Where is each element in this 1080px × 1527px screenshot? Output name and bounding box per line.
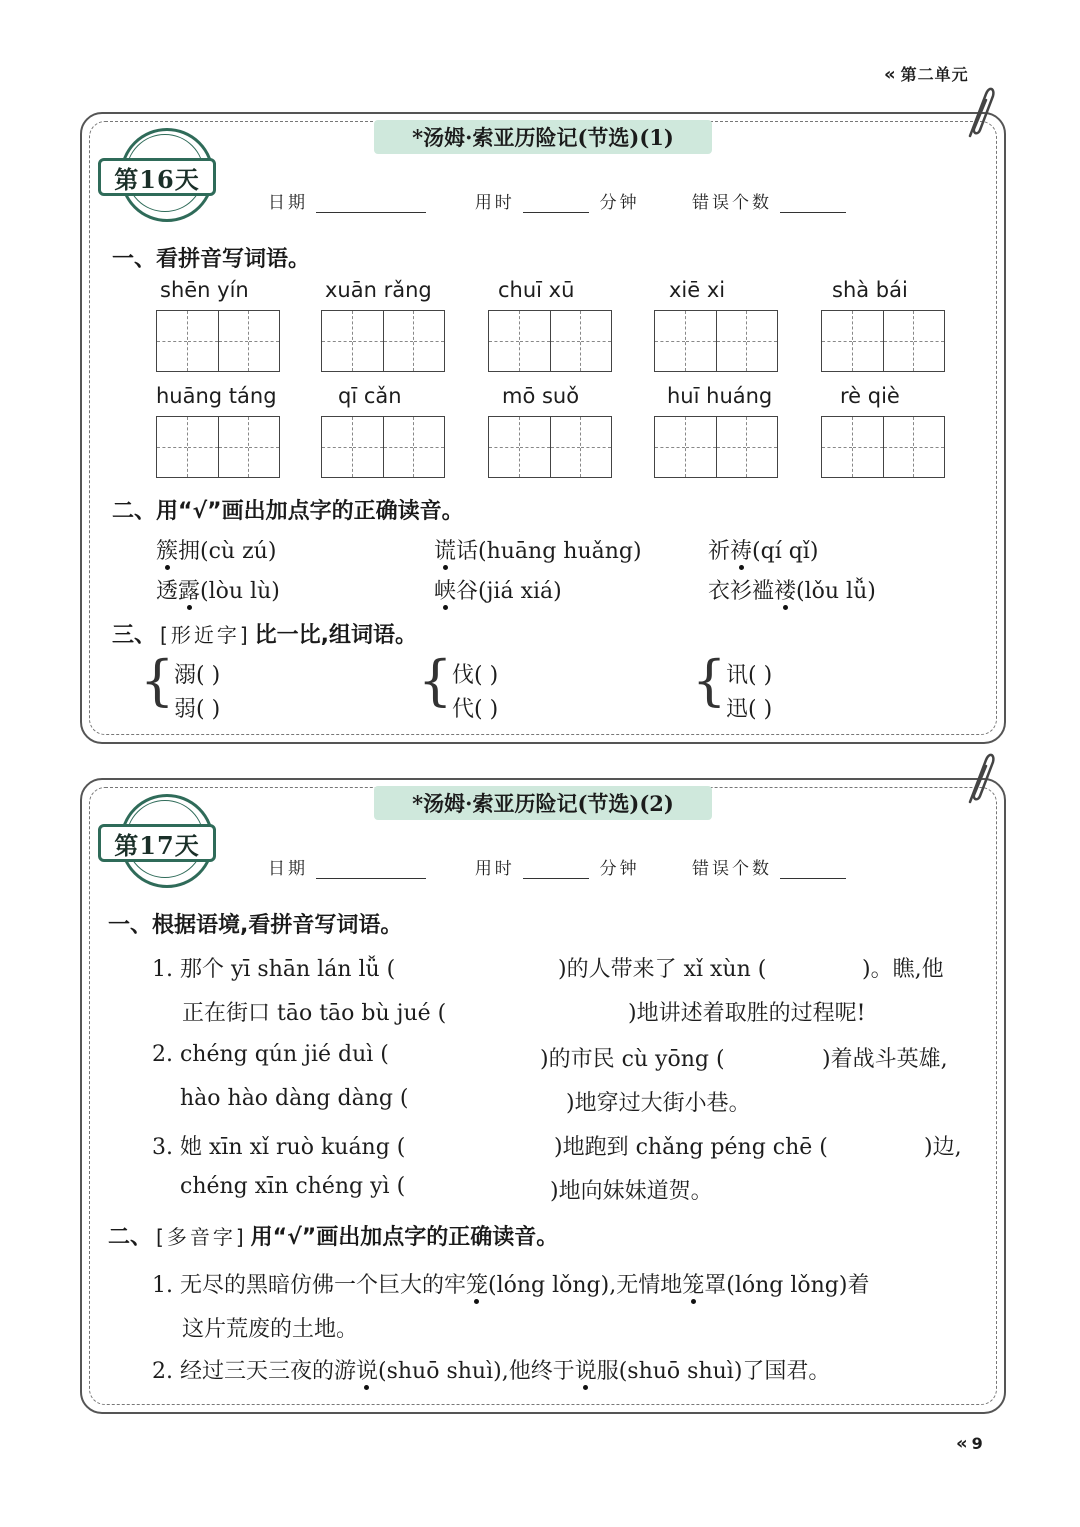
sentence-part: )边, <box>924 1135 962 1160</box>
sentence-part: hào hào dàng dàng ( <box>180 1086 409 1111</box>
section2-heading: 二、 [多音字] 用“√”画出加点字的正确读音。 <box>108 1220 558 1251</box>
section2-heading: 二、用“√”画出加点字的正确读音。 <box>112 499 464 524</box>
reading-item[interactable]: 峡谷(jiá xiá) <box>434 579 562 604</box>
brace-icon: { <box>692 649 727 712</box>
pinyin-label: xiē xi <box>669 278 726 302</box>
sentence-part: )地跑到 chǎng péng chē ( <box>554 1135 828 1160</box>
pinyin-label: huāng táng <box>156 384 277 408</box>
errors-label: 错误个数 <box>692 193 773 213</box>
day-badge <box>98 794 220 894</box>
brace-icon: { <box>418 649 453 712</box>
pinyin-label: xuān rǎng <box>325 278 432 302</box>
word-pair-bottom[interactable]: 弱( ) <box>174 697 221 722</box>
polyphone-tag: [多音字] <box>156 1225 247 1249</box>
reading-item[interactable]: 衣衫褴褛(lǒu lǚ) <box>708 579 876 604</box>
minutes-label: 分钟 <box>599 193 640 213</box>
minutes-label: 分钟 <box>599 859 640 879</box>
paperclip-icon <box>962 84 996 144</box>
sentence-part: )着战斗英雄, <box>822 1047 948 1072</box>
pinyin-label: chuī xū <box>498 278 575 302</box>
pinyin-label: rè qiè <box>840 384 900 408</box>
writing-grid[interactable] <box>821 416 945 478</box>
day-badge-label: 第17天 <box>98 824 216 862</box>
word-pair-bottom[interactable]: 迅( ) <box>726 697 773 722</box>
sentence-part: )地穿过大街小巷。 <box>566 1091 751 1116</box>
chevron-left-icon: « <box>956 1433 968 1454</box>
sentence-part: )的市民 cù yōng ( <box>540 1047 725 1072</box>
pinyin-label: shēn yín <box>160 278 249 302</box>
writing-grid[interactable] <box>321 416 445 478</box>
paperclip-icon <box>962 750 996 810</box>
writing-grid[interactable] <box>156 310 280 372</box>
section3-heading: 三、 [形近字] 比一比,组词语。 <box>112 618 417 649</box>
writing-grid[interactable] <box>654 416 778 478</box>
word-pair-top[interactable]: 讯( ) <box>726 663 773 688</box>
time-blank[interactable] <box>523 212 589 213</box>
date-blank[interactable] <box>316 878 426 879</box>
writing-grid[interactable] <box>321 310 445 372</box>
polyphone-sentence[interactable]: 1. 无尽的黑暗仿佛一个巨大的牢笼(lóng lǒng),无情地笼罩(lóng lǒng)着 <box>152 1273 870 1298</box>
lesson-title: *汤姆·索亚历险记(节选)(1) <box>374 120 712 154</box>
page-number-value: 9 <box>971 1434 983 1453</box>
sentence-part: 3. 她 xīn xǐ ruò kuáng ( <box>152 1135 406 1160</box>
unit-title: 第二单元 <box>900 65 969 84</box>
reading-item[interactable]: 谎话(huāng huǎng) <box>434 539 642 564</box>
sentence-part: )地向妹妹道贺。 <box>550 1179 713 1204</box>
reading-item[interactable]: 簇拥(cù zú) <box>156 539 277 564</box>
polyphone-sentence-cont: 这片荒废的土地。 <box>182 1317 359 1342</box>
writing-grid[interactable] <box>821 310 945 372</box>
day16-card <box>80 112 1006 744</box>
writing-grid[interactable] <box>156 416 280 478</box>
word-pair-top[interactable]: 溺( ) <box>174 663 221 688</box>
time-blank[interactable] <box>523 878 589 879</box>
pinyin-label: huī huáng <box>667 384 773 408</box>
pinyin-label: shà bái <box>832 278 908 302</box>
day-badge-label: 第16天 <box>98 158 216 196</box>
reading-item[interactable]: 祈祷(qí qǐ) <box>708 539 819 564</box>
day-badge <box>98 128 220 228</box>
date-label: 日期 <box>268 193 308 213</box>
errors-blank[interactable] <box>780 212 846 213</box>
pinyin-label: mō suǒ <box>502 384 580 408</box>
page-number <box>956 1433 983 1454</box>
writing-grid[interactable] <box>488 310 612 372</box>
sentence-part: 2. chéng qún jié duì ( <box>152 1042 389 1067</box>
similar-char-tag: [形近字] <box>160 623 251 647</box>
pinyin-label: qī cǎn <box>338 384 402 408</box>
errors-blank[interactable] <box>780 878 846 879</box>
date-label: 日期 <box>268 859 308 879</box>
errors-label: 错误个数 <box>692 859 773 879</box>
polyphone-sentence[interactable]: 2. 经过三天三夜的游说(shuō shuì),他终于说服(shuō shuì)了国君。 <box>152 1359 831 1384</box>
writing-grid[interactable] <box>488 416 612 478</box>
day17-card <box>80 778 1006 1414</box>
section1-heading: 一、看拼音写词语。 <box>112 247 311 272</box>
chevron-left-icon: « <box>884 64 897 85</box>
word-pair-bottom[interactable]: 代( ) <box>452 697 499 722</box>
lesson-title: *汤姆·索亚历险记(节选)(2) <box>374 786 712 820</box>
sentence-part: )。瞧,他 <box>862 957 944 982</box>
brace-icon: { <box>140 649 175 712</box>
sentence-part: )地讲述着取胜的过程呢! <box>628 1001 866 1026</box>
info-row <box>268 854 886 879</box>
reading-item[interactable]: 透露(lòu lù) <box>156 579 280 604</box>
info-row <box>268 188 886 213</box>
time-label: 用时 <box>474 859 515 879</box>
sentence-part: chéng xīn chéng yì ( <box>180 1174 406 1199</box>
unit-label <box>884 62 969 85</box>
sentence-part: )的人带来了 xǐ xùn ( <box>558 957 767 982</box>
section1-heading: 一、根据语境,看拼音写词语。 <box>108 913 403 938</box>
sentence-part: 正在街口 tāo tāo bù jué ( <box>182 1001 447 1026</box>
word-pair-top[interactable]: 伐( ) <box>452 663 499 688</box>
writing-grid[interactable] <box>654 310 778 372</box>
time-label: 用时 <box>474 193 515 213</box>
sentence-part: 1. 那个 yī shān lán lǚ ( <box>152 957 396 982</box>
date-blank[interactable] <box>316 212 426 213</box>
